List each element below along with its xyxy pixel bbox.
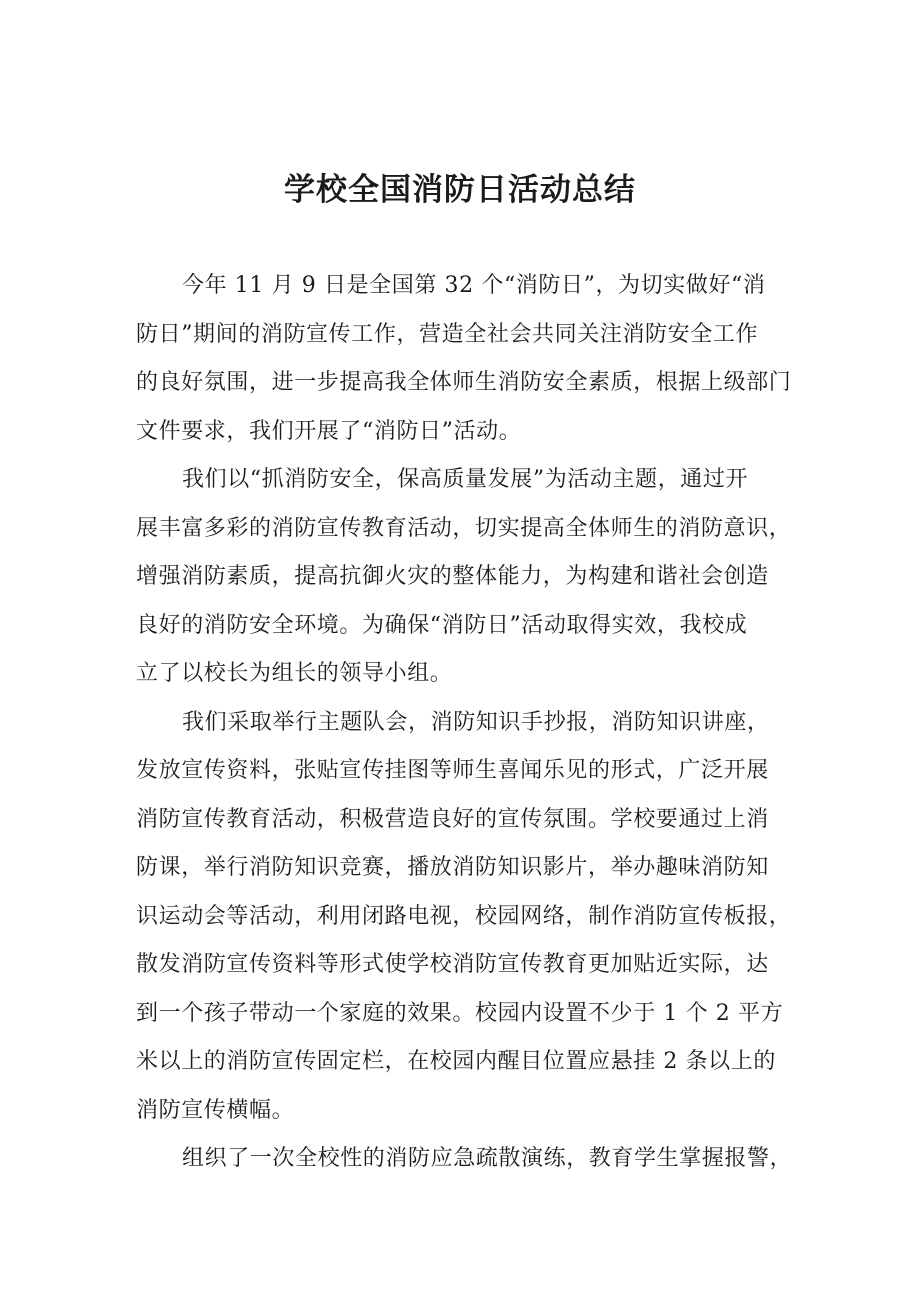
paragraph-2	[136, 456, 792, 699]
text-line: 散发消防宣传资料等形式使学校消防宣传教育更加贴近实际，达	[136, 952, 769, 977]
text-line: 展丰富多彩的消防宣传教育活动，切实提高全体师生的消防意识，	[136, 515, 792, 541]
paragraph-1	[136, 262, 792, 456]
paragraph-4	[136, 1135, 792, 1184]
text-line: 我们采取举行主题队会，消防知识手抄报，消防知识讲座，	[182, 709, 770, 735]
text-line: 今年 11 月 9 日是全国第 32 个“消防日”，为切实做好“消	[182, 273, 766, 298]
text-line: 识运动会等活动，利用闭路电视，校园网络，制作消防宣传板报，	[136, 903, 792, 929]
text-line: 立了以校长为组长的领导小组。	[136, 661, 453, 686]
text-line: 增强消防素质，提高抗御火灾的整体能力，为构建和谐社会创造	[136, 564, 769, 589]
text-line: 米以上的消防宣传固定栏，在校园内醒目位置应悬挂 2 条以上的	[136, 1049, 776, 1074]
text-line: 发放宣传资料，张贴宣传挂图等师生喜闻乐见的形式，广泛开展	[136, 758, 769, 783]
text-line: 文件要求，我们开展了“消防日”活动。	[136, 418, 522, 444]
text-line: 防课，举行消防知识竞赛，播放消防知识影片，举办趣味消防知	[136, 855, 769, 880]
document-body	[136, 262, 792, 1184]
text-line: 我们以“抓消防安全，保高质量发展”为活动主题，通过开	[182, 467, 749, 492]
document-title: 学校全国消防日活动总结	[284, 172, 636, 208]
text-line: 到一个孩子带动一个家庭的效果。校园内设置不少于 1 个 2 平方	[136, 1000, 784, 1026]
text-line: 的良好氛围，进一步提高我全体师生消防安全素质，根据上级部门	[136, 370, 792, 395]
text-line: 消防宣传横幅。	[136, 1097, 295, 1123]
text-line: 组织了一次全校性的消防应急疏散演练，教育学生掌握报警，	[182, 1146, 793, 1171]
text-line: 良好的消防安全环境。为确保“消防日”活动取得实效，我校成	[136, 612, 748, 638]
text-line: 防日”期间的消防宣传工作，营造全社会共同关注消防安全工作	[136, 321, 759, 347]
paragraph-3	[136, 699, 792, 1136]
text-line: 消防宣传教育活动，积极营造良好的宣传氛围。学校要通过上消	[136, 806, 769, 832]
